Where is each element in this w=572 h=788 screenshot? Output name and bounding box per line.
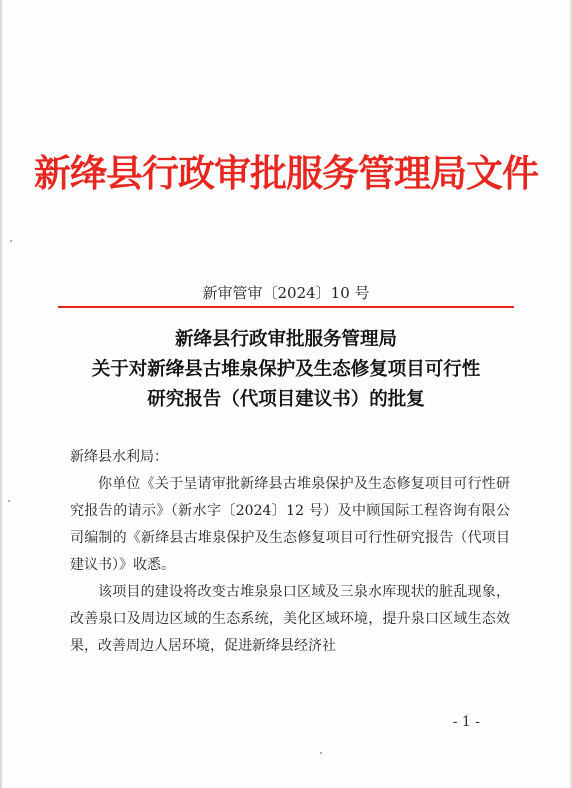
document-subject <box>40 325 532 415</box>
addressee: 新绛县水利局： <box>70 449 168 465</box>
red-divider-line <box>58 306 514 308</box>
document-body <box>70 444 510 660</box>
issuer-header-title: 新绛县行政审批服务管理局文件 <box>34 151 538 195</box>
subject-line: 新绛县行政审批服务管理局 <box>174 329 397 350</box>
scan-speck <box>10 240 12 242</box>
body-paragraph: 你单位《关于呈请审批新绛县古堆泉保护及生态修复项目可行性研究报告的请示》（新水字〔2024〕12 号）及中顾国际工程咨询有限公司编制的《新绛县古堆泉保护及生态修复项目可行性研究报告（代项目建议书）》收悉。 <box>70 476 510 573</box>
document-number: 新审管审〔2024〕10 号 <box>202 284 370 302</box>
scan-speck <box>320 752 322 754</box>
page-number: - 1 - <box>452 714 480 730</box>
subject-line: 研究报告（代项目建议书）的批复 <box>147 389 425 410</box>
scan-speck <box>8 500 10 502</box>
subject-line: 关于对新绛县古堆泉保护及生态修复项目可行性 <box>91 359 481 380</box>
body-paragraph: 该项目的建设将改变古堆泉泉口区域及三泉水库现状的脏乱现象，改善泉口及周边区域的生态系统，美化区域环境，提升泉口区域生态效果，改善周边人居环境，促进新绛县经济社 <box>70 584 510 654</box>
scan-edge-left <box>0 0 3 788</box>
